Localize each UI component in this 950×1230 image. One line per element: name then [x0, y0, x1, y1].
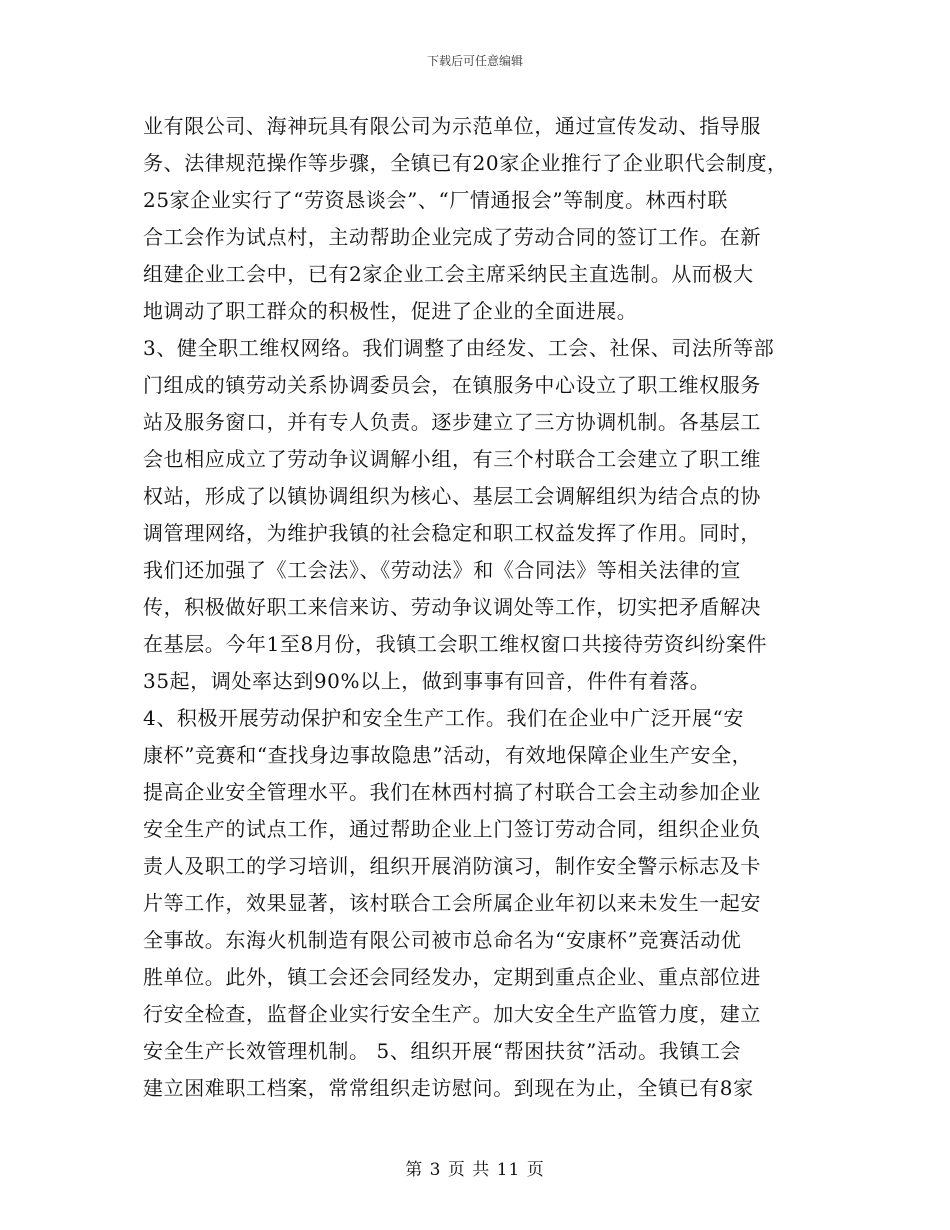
body-line: 25家企业实行了“劳资恳谈会”、“厂情通报会”等制度。林西村联: [143, 188, 728, 212]
body-line: 我们还加强了《工会法》、《劳动法》和《合同法》等相关法律的宣: [143, 558, 741, 582]
body-line: 在基层。今年1至8月份，我镇工会职工维权窗口共接待劳资纠纷案件: [143, 632, 768, 656]
body-line: 务、法律规范操作等步骤，全镇已有20家企业推行了企业职代会制度，: [143, 151, 788, 175]
body-line: 4、积极开展劳动保护和安全生产工作。我们在企业中广泛开展“安: [143, 706, 744, 730]
body-line: 建立困难职工档案，常常组织走访慰问。到现在为止，全镇已有8家: [143, 1076, 754, 1100]
body-line: 行安全检查，监督企业实行安全生产。加大安全生产监管力度，建立: [143, 1002, 761, 1026]
body-line: 全事故。东海火机制造有限公司被市总命名为“安康杯”竞赛活动优: [143, 928, 742, 952]
body-line: 组建企业工会中，已有2家企业工会主席采纳民主直选制。从而极大: [143, 262, 754, 286]
page-header: 下载后可任意编辑: [426, 54, 523, 68]
body-line: 安全生产长效管理机制。 5、组织开展“帮困扶贫”活动。我镇工会: [143, 1039, 742, 1063]
body-line: 责人及职工的学习培训，组织开展消防演习，制作安全警示标志及卡: [143, 854, 761, 878]
body-line: 胜单位。此外，镇工会还会同经发办，定期到重点企业、重点部位进: [143, 965, 761, 989]
body-line: 3、健全职工维权网络。我们调整了由经发、工会、社保、司法所等部: [143, 336, 775, 360]
body-line: 权站，形成了以镇协调组织为核心、基层工会调解组织为结合点的协: [143, 484, 761, 508]
body-line: 合工会作为试点村，主动帮助企业完成了劳动合同的签订工作。在新: [143, 225, 761, 249]
body-line: 会也相应成立了劳动争议调解小组，有三个村联合工会建立了职工维: [143, 447, 761, 471]
document-body: [143, 108, 823, 1107]
body-line: 地调动了职工群众的积极性，促进了企业的全面进展。: [143, 299, 638, 323]
body-line: 传，积极做好职工来信来访、劳动争议调处等工作，切实把矛盾解决: [143, 595, 761, 619]
body-line: 调管理网络，为维护我镇的社会稳定和职工权益发挥了作用。同时，: [143, 521, 761, 545]
body-line: 站及服务窗口，并有专人负责。逐步建立了三方协调机制。各基层工: [143, 410, 761, 434]
body-line: 提高企业安全管理水平。我们在林西村搞了村联合工会主动参加企业: [143, 780, 761, 804]
body-line: 业有限公司、海神玩具有限公司为示范单位，通过宣传发动、指导服: [143, 114, 761, 138]
body-line: 安全生产的试点工作，通过帮助企业上门签订劳动合同，组织企业负: [143, 817, 761, 841]
body-line: 片等工作，效果显著，该村联合工会所属企业年初以来未发生一起安: [143, 891, 761, 915]
body-line: 康杯”竞赛和“查找身边事故隐患”活动，有效地保障企业生产安全，: [143, 743, 753, 767]
body-line: 35起，调处率达到90%以上，做到事事有回音，件件有着落。: [143, 669, 711, 693]
page-footer-page-number: 第 3 页 共 11 页: [405, 1160, 545, 1180]
body-line: 门组成的镇劳动关系协调委员会，在镇服务中心设立了职工维权服务: [143, 373, 761, 397]
